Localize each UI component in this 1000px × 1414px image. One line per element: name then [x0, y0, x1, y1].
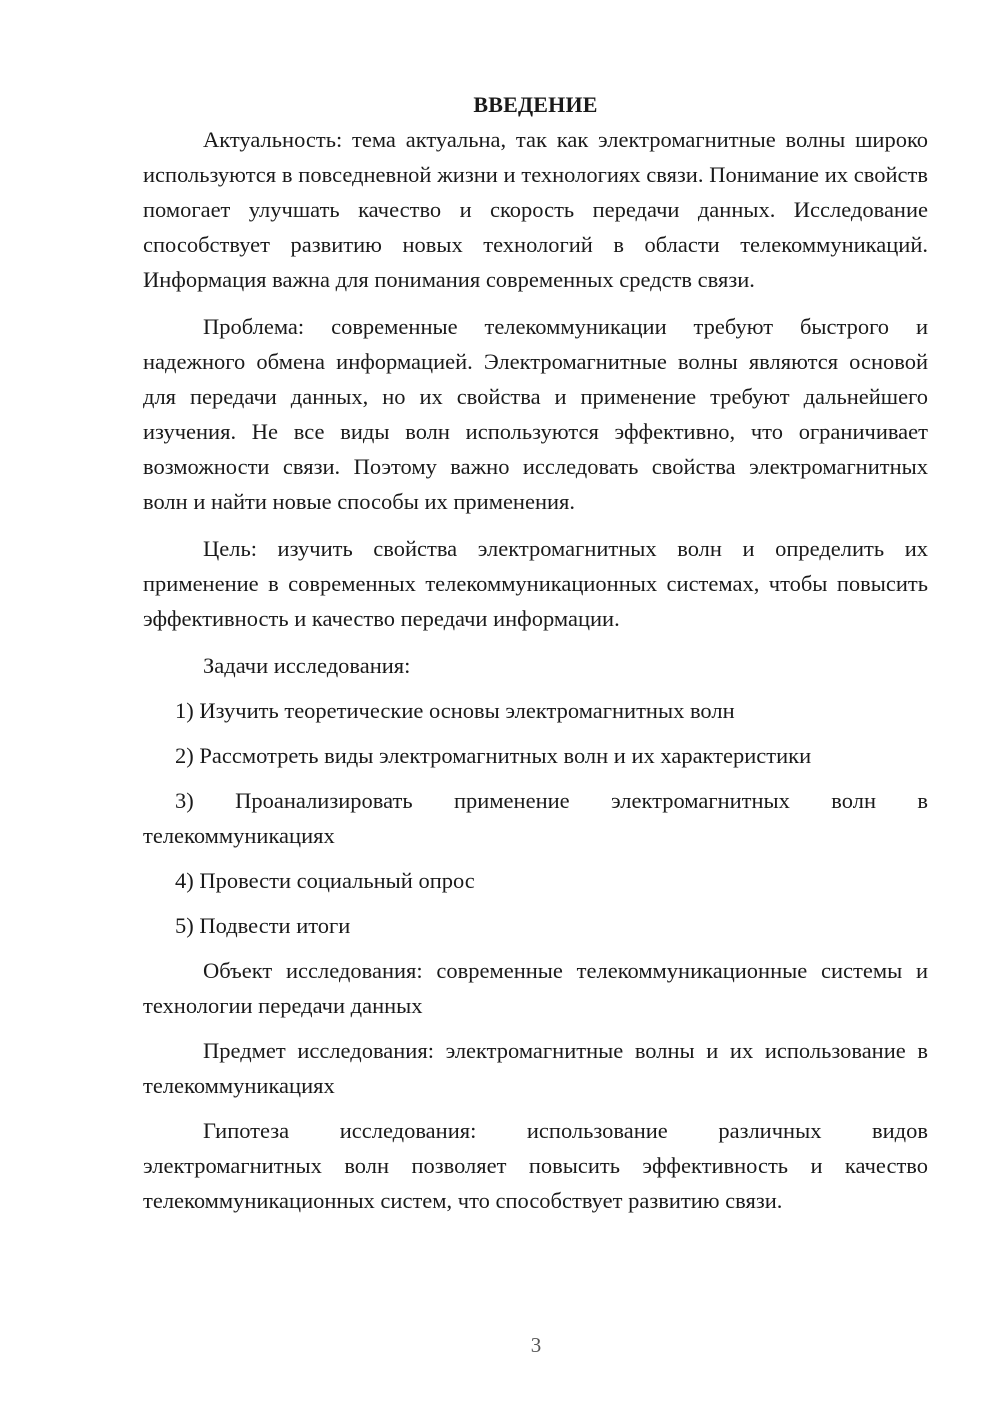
- list-item: 5) Подвести итоги: [175, 913, 351, 938]
- paragraph-subject: Предмет исследования: электромагнитные волны и их использование в телекоммуникациях: [143, 1038, 928, 1098]
- list-item: 1) Изучить теоретические основы электромагнитных волн: [175, 698, 735, 723]
- tasks-heading: Задачи исследования:: [203, 653, 411, 678]
- list-item: 4) Провести социальный опрос: [175, 868, 475, 893]
- list-item: 2) Рассмотреть виды электромагнитных волн и их характеристики: [175, 743, 812, 768]
- tasks-list: [143, 693, 928, 943]
- paragraph-goal: Цель: изучить свойства электромагнитных волн и определить их применение в современных телекоммуникационных системах, чтобы повысить эффективность и качество передачи информации.: [143, 536, 928, 631]
- document-page: [143, 92, 928, 1218]
- paragraph-relevance: Актуальность: тема актуальна, так как электромагнитные волны широко используются в повседневной жизни и технологиях связи. Понимание их свойств помогает улучшать качество и скорость передачи данных. Исследование способствует развитию новых технологий в области телекоммуникаций. Информация важна для понимания современных средств связи.: [143, 127, 928, 292]
- paragraph-object: Объект исследования: современные телекоммуникационные системы и технологии передачи данных: [143, 958, 928, 1018]
- paragraph-problem: Проблема: современные телекоммуникации требуют быстрого и надежного обмена информацией. Электромагнитные волны являются основой для передачи данных, но их свойства и применение требуют дальнейшего изучения. Не все виды волн используются эффективно, что ограничивает возможности связи. Поэтому важно исследовать свойства электромагнитных волн и найти новые способы их применения.: [143, 314, 928, 514]
- list-item: 3) Проанализировать применение электромагнитных волн в телекоммуникациях: [143, 788, 928, 848]
- page-number: 3: [530, 1333, 542, 1357]
- paragraph-hypothesis: Гипотеза исследования: использование различных видов электромагнитных волн позволяет повысить эффективность и качество телекоммуникационных систем, что способствует развитию связи.: [143, 1118, 928, 1213]
- section-title: ВВЕДЕНИЕ: [473, 92, 598, 117]
